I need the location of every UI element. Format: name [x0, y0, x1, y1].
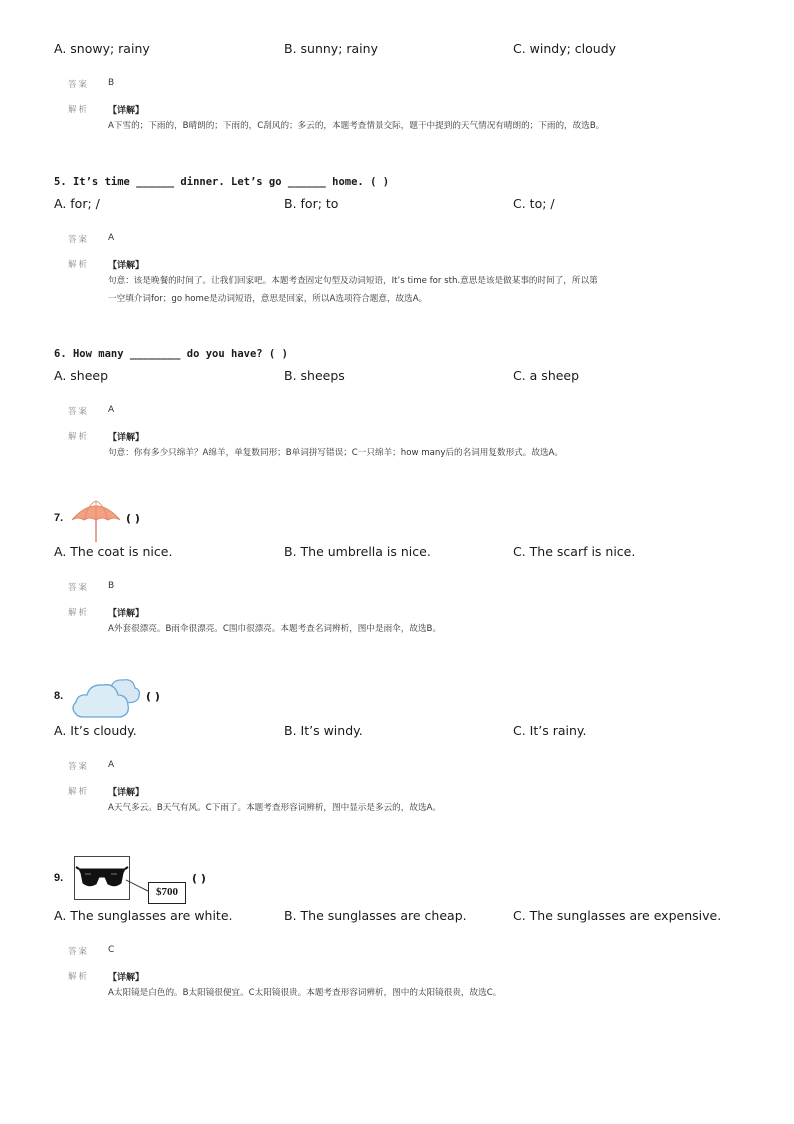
price-tag: $700: [148, 882, 186, 904]
q6-option-c: C. a sheep: [513, 368, 580, 383]
q8-detail-tag: 【详解】: [108, 788, 145, 798]
q9-option-b: B. The sunglasses are cheap.: [284, 908, 467, 923]
q6-option-a: A. sheep: [54, 368, 109, 383]
q5-explanation-line2: 一空填介词for；go home是动词短语，意思是回家，所以A选项符合题意，故选A。: [108, 294, 428, 304]
q7-number: 7.: [54, 512, 64, 524]
q6-stem: 6. How many ________ do you have? ( ): [54, 348, 288, 360]
q7-option-a: A. The coat is nice.: [54, 544, 173, 559]
q6-detail-tag: 【详解】: [108, 433, 145, 443]
q4-option-b: B. sunny; rainy: [284, 41, 378, 56]
q9-option-a: A. The sunglasses are white.: [54, 908, 233, 923]
q5-option-b: B. for; to: [284, 196, 339, 211]
q8-analysis-label: 解析: [68, 787, 90, 797]
q7-explanation: A外套很漂亮。B雨伞很漂亮。C围巾很漂亮。本题考查名词辨析，图中是雨伞，故选B。: [108, 624, 442, 634]
q5-explanation-line1: 句意：该是晚餐的时间了。让我们回家吧。本题考查固定句型及动词短语，It’s time for sth.意思是该是做某事的时间了，所以第: [108, 276, 598, 286]
q5-stem: 5. It’s time ______ dinner. Let’s go ______ home. ( ): [54, 176, 390, 188]
q9-option-c: C. The sunglasses are expensive.: [513, 908, 722, 923]
q9-analysis-label: 解析: [68, 972, 90, 982]
q6-answer-label: 答案: [68, 407, 90, 417]
q5-option-c: C. to; /: [513, 196, 555, 211]
q9-explanation: A太阳镜是白色的。B太阳镜很便宜。C太阳镜很贵。本题考查形容词辨析，图中的太阳镜很贵，故选C。: [108, 988, 502, 998]
q7-answer-label: 答案: [68, 583, 90, 593]
q5-detail-tag: 【详解】: [108, 261, 145, 271]
q5-answer-value: A: [108, 233, 115, 243]
q7-analysis-label: 解析: [68, 608, 90, 618]
q5-answer-label: 答案: [68, 235, 90, 245]
q7-answer-value: B: [108, 581, 115, 591]
q8-explanation: A天气多云。B天气有风。C下雨了。本题考查形容词辨析，图中显示是多云的，故选A。: [108, 803, 442, 813]
q4-detail-tag: 【详解】: [108, 106, 145, 116]
q8-option-a: A. It’s cloudy.: [54, 723, 137, 738]
q6-answer-value: A: [108, 405, 115, 415]
q4-analysis-label: 解析: [68, 105, 90, 115]
sunglasses-picture-frame: [74, 856, 130, 900]
pointer-line: [124, 878, 150, 896]
q4-explanation: A下雪的；下雨的，B晴朗的；下雨的，C刮风的；多云的，本题考查情景交际，题干中提到的天气情况有晴朗的；下雨的，故选B。: [108, 121, 605, 131]
q9-detail-tag: 【详解】: [108, 973, 145, 983]
q8-answer-value: A: [108, 760, 115, 770]
q4-answer-label: 答案: [68, 80, 90, 90]
q8-option-b: B. It’s windy.: [284, 723, 363, 738]
q6-explanation: 句意：你有多少只绵羊？A绵羊，单复数同形；B单词拼写错误；C一只绵羊；how many后的名词用复数形式。故选A。: [108, 448, 564, 458]
q5-option-a: A. for; /: [54, 196, 100, 211]
umbrella-icon: [70, 498, 122, 544]
q7-detail-tag: 【详解】: [108, 609, 145, 619]
q9-number: 9.: [54, 872, 64, 884]
q6-option-b: B. sheeps: [284, 368, 345, 383]
q7-option-c: C. The scarf is nice.: [513, 544, 636, 559]
q5-analysis-label: 解析: [68, 260, 90, 270]
q4-option-c: C. windy; cloudy: [513, 41, 617, 56]
q8-option-c: C. It’s rainy.: [513, 723, 587, 738]
q9-answer-label: 答案: [68, 947, 90, 957]
q8-number: 8.: [54, 690, 64, 702]
q7-option-b: B. The umbrella is nice.: [284, 544, 431, 559]
q4-answer-value: B: [108, 78, 115, 88]
q8-answer-label: 答案: [68, 762, 90, 772]
cloud-icon: [70, 674, 142, 722]
q7-answer-blank: ( ): [126, 512, 140, 525]
q4-option-a: A. snowy; rainy: [54, 41, 150, 56]
q9-answer-value: C: [108, 945, 115, 955]
q6-analysis-label: 解析: [68, 432, 90, 442]
sunglasses-icon: [75, 857, 129, 899]
q8-answer-blank: ( ): [146, 690, 160, 703]
q9-answer-blank: ( ): [192, 872, 206, 885]
